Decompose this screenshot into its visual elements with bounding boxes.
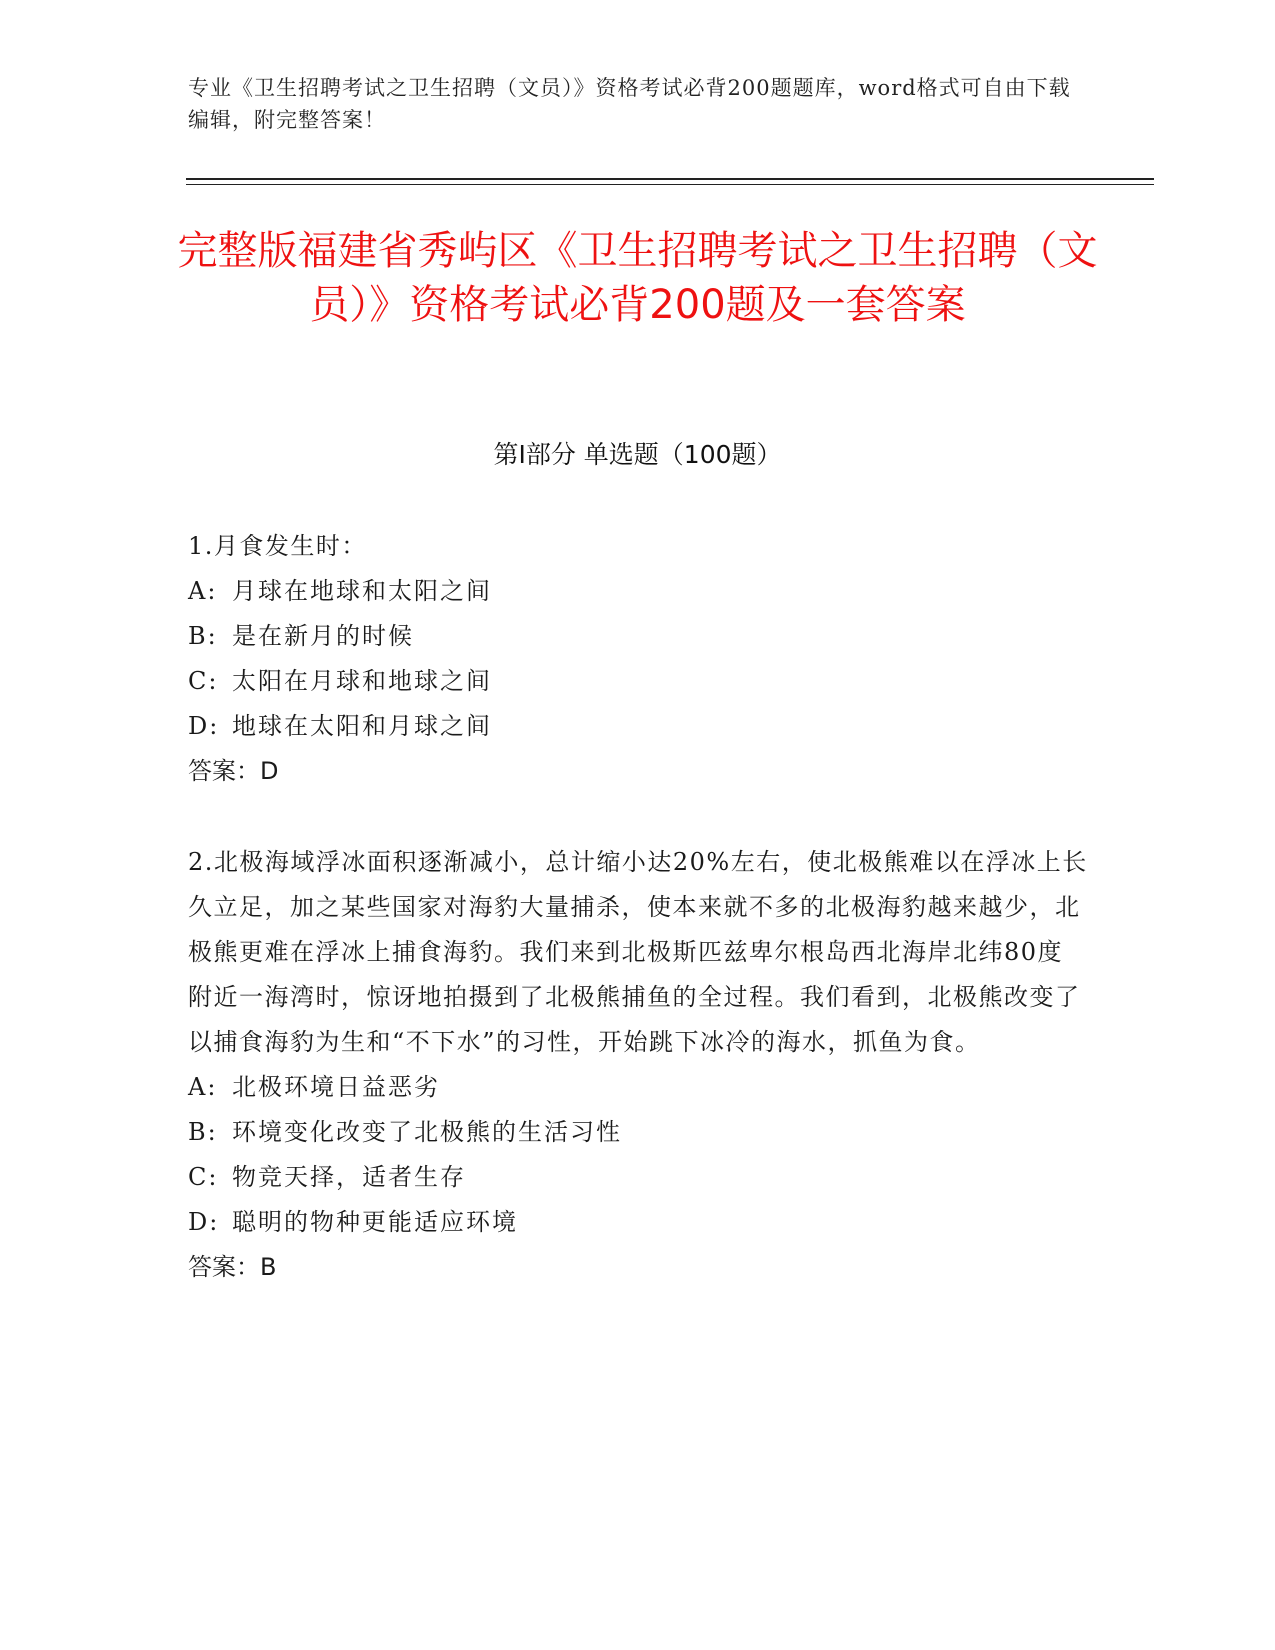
section-heading: 第I部分 单选题（100题） [493,440,782,469]
option-text: 环境变化改变了北极熊的生活习性 [232,1118,622,1146]
option-text: 地球在太阳和月球之间 [232,712,492,740]
question-stem: 2.北极海域浮冰面积逐渐减小，总计缩小达20%左右，使北极熊难以在浮冰上长久立足，加之某些国家对海豹大量捕杀，使本来就不多的北极海豹越来越少，北极熊更难在浮冰上捕食海豹。我们来到北极斯匹兹卑尔根岛西北海岸北纬80度附近一海湾时，惊讶地拍摄到了北极熊捕鱼的全过程。我们看到，北极熊改变了以捕食海豹为生和“不下水”的习性，开始跳下冰冷的海水，抓鱼为食。 [188,848,1088,1056]
option-c [188,659,1088,704]
question-2 [188,840,1088,1290]
option-c [188,1155,1088,1200]
option-letter: D: [188,712,220,740]
option-a [188,569,1088,614]
option-letter: B: [188,622,218,650]
option-b [188,1110,1088,1155]
header-note: 专业《卫生招聘考试之卫生招聘（文员）》资格考试必背200题题库，word格式可自由下载编辑，附完整答案！ [188,76,1071,132]
option-letter: C: [188,1163,219,1191]
document-title: 完整版福建省秀屿区《卫生招聘考试之卫生招聘（文员）》资格考试必背200题及一套答案 [177,228,1098,328]
question-stem: 1.月食发生时： [188,532,367,560]
option-letter: B: [188,1118,218,1146]
option-text: 北极环境日益恶劣 [232,1073,440,1101]
option-letter: D: [188,1208,220,1236]
option-letter: A: [188,577,218,605]
option-text: 物竞天择，适者生存 [232,1163,466,1191]
option-text: 是在新月的时候 [232,622,414,650]
header-rule-thick [186,178,1154,180]
option-d [188,704,1088,749]
option-a [188,1065,1088,1110]
option-letter: C: [188,667,219,695]
answer-line: 答案：B [188,1253,277,1281]
option-text: 月球在地球和太阳之间 [232,577,492,605]
header-rule-thin [186,184,1154,185]
option-letter: A: [188,1073,218,1101]
option-text: 聪明的物种更能适应环境 [232,1208,518,1236]
answer-line: 答案：D [188,757,279,785]
option-b [188,614,1088,659]
option-text: 太阳在月球和地球之间 [232,667,492,695]
question-1 [188,524,1088,794]
option-d [188,1200,1088,1245]
